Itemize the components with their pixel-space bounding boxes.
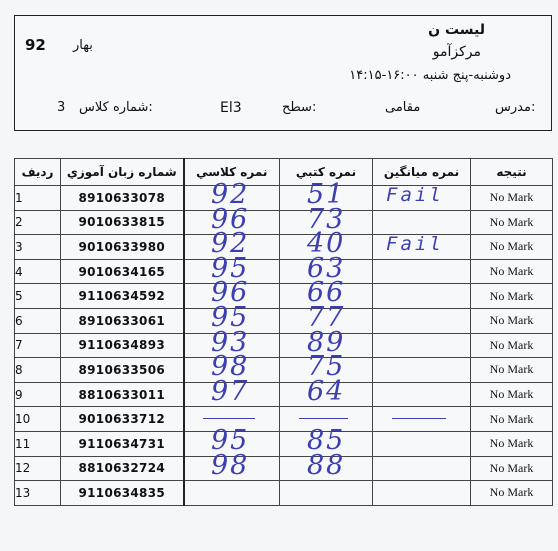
row-number-cell: 6 xyxy=(15,308,61,333)
handwritten-written-grade: 89 xyxy=(307,327,346,358)
result-cell: No Mark xyxy=(471,308,553,333)
written-grade-cell xyxy=(280,481,373,506)
handwritten-written-grade: 63 xyxy=(307,253,346,284)
row-number-cell: 10 xyxy=(15,407,61,432)
student-id-cell: 8910633506 xyxy=(61,358,184,383)
result-cell: No Mark xyxy=(471,407,553,432)
table-row xyxy=(15,210,553,235)
center-label: مرکزآمو xyxy=(432,44,481,60)
average-grade-cell xyxy=(373,382,471,407)
table-row xyxy=(15,235,553,260)
handwritten-class-grade: 95 xyxy=(211,253,250,284)
handwritten-class-grade: 96 xyxy=(211,204,250,235)
table-row xyxy=(15,481,553,506)
result-cell: No Mark xyxy=(471,382,553,407)
student-id-cell: 8910633078 xyxy=(61,186,184,211)
row-number-cell: 2 xyxy=(15,210,61,235)
table-row xyxy=(15,333,553,358)
table-row xyxy=(15,358,553,383)
table-row xyxy=(15,284,553,309)
student-id-cell: 9110634893 xyxy=(61,333,184,358)
student-id-cell: 8810632724 xyxy=(61,456,184,481)
handwritten-class-grade: 98 xyxy=(211,450,250,481)
handwritten-written-grade: 77 xyxy=(307,302,346,333)
handwritten-class-grade: 95 xyxy=(211,302,250,333)
student-id-cell: 9010633815 xyxy=(61,210,184,235)
table-row xyxy=(15,186,553,211)
row-number-cell: 8 xyxy=(15,358,61,383)
level-label: سطح: xyxy=(282,100,317,115)
average-grade-cell xyxy=(373,284,471,309)
teacher-label: مدرس: xyxy=(495,100,536,115)
table-row xyxy=(15,382,553,407)
student-id-cell: 8810633011 xyxy=(61,382,184,407)
result-cell: No Mark xyxy=(471,210,553,235)
average-grade-cell xyxy=(373,358,471,383)
row-number-cell: 12 xyxy=(15,456,61,481)
result-cell: No Mark xyxy=(471,284,553,309)
average-grade-cell xyxy=(373,308,471,333)
student-id-cell: 9010633712 xyxy=(61,407,184,432)
handwritten-written-grade: 40 xyxy=(307,228,346,259)
col-header-row-number: ردیف xyxy=(15,159,61,186)
row-number-cell: 1 xyxy=(15,186,61,211)
average-grade-cell xyxy=(373,456,471,481)
average-grade-cell xyxy=(373,431,471,456)
class-count-label: شماره کلاس: xyxy=(79,100,153,115)
result-cell: No Mark xyxy=(471,235,553,260)
average-grade-cell xyxy=(373,407,471,432)
result-cell: No Mark xyxy=(471,481,553,506)
handwritten-class-grade: 98 xyxy=(211,351,250,382)
col-header-result: نتیجه xyxy=(471,159,553,186)
col-header-student-id: شماره زبان آموزي xyxy=(61,159,184,186)
grades-table xyxy=(14,158,553,506)
level-value: El3 xyxy=(220,100,242,116)
average-grade-cell xyxy=(373,481,471,506)
handwritten-average-grade: Fail xyxy=(386,233,444,255)
average-grade-cell xyxy=(373,259,471,284)
class-grade-cell xyxy=(184,481,280,506)
col-header-written-grade: نمره کتبي xyxy=(280,159,373,186)
table-row xyxy=(15,431,553,456)
list-title: لیست ن xyxy=(428,22,485,38)
handwritten-written-grade: 51 xyxy=(307,179,346,210)
row-number-cell: 9 xyxy=(15,382,61,407)
result-cell: No Mark xyxy=(471,431,553,456)
handwritten-written-grade: 73 xyxy=(307,204,346,235)
handwritten-class-grade: 95 xyxy=(211,425,250,456)
handwritten-written-grade: 64 xyxy=(307,376,346,407)
col-header-average-grade: نمره ميانگين xyxy=(373,159,471,186)
handwritten-class-grade: 97 xyxy=(211,376,250,407)
term-label: بهار xyxy=(73,38,93,53)
handwritten-class-grade: 96 xyxy=(211,277,250,308)
student-id-cell: 9110634592 xyxy=(61,284,184,309)
handwritten-average-grade: Fail xyxy=(386,184,444,206)
row-number-cell: 11 xyxy=(15,431,61,456)
handwritten-written-grade: 85 xyxy=(307,425,346,456)
col-header-class-grade: نمره کلاسي xyxy=(184,159,280,186)
handwritten-written-grade-dash xyxy=(299,418,348,419)
result-cell: No Mark xyxy=(471,259,553,284)
row-number-cell: 3 xyxy=(15,235,61,260)
result-cell: No Mark xyxy=(471,186,553,211)
student-id-cell: 9010634165 xyxy=(61,259,184,284)
result-cell: No Mark xyxy=(471,358,553,383)
class-count-value: 3 xyxy=(57,100,66,115)
row-number-cell: 7 xyxy=(15,333,61,358)
handwritten-class-grade-dash xyxy=(203,418,255,419)
average-grade-cell xyxy=(373,333,471,358)
student-id-cell: 8910633061 xyxy=(61,308,184,333)
table-row xyxy=(15,407,553,432)
student-id-cell: 9110634835 xyxy=(61,481,184,506)
row-number-cell: 13 xyxy=(15,481,61,506)
handwritten-class-grade: 93 xyxy=(211,327,250,358)
table-row xyxy=(15,456,553,481)
row-number-cell: 4 xyxy=(15,259,61,284)
row-number-cell: 5 xyxy=(15,284,61,309)
teacher-value: مقامی xyxy=(385,100,421,115)
handwritten-written-grade: 75 xyxy=(307,351,346,382)
average-grade-cell xyxy=(373,210,471,235)
datetime-label: دوشنبه-پنج شنبه ۱۶:۰۰-۱۴:۱۵ xyxy=(349,68,511,83)
handwritten-average-grade-dash xyxy=(392,418,446,419)
table-row xyxy=(15,308,553,333)
header-box xyxy=(14,15,552,131)
handwritten-class-grade: 92 xyxy=(211,228,250,259)
handwritten-class-grade: 92 xyxy=(211,179,250,210)
handwritten-written-grade: 66 xyxy=(307,277,346,308)
table-header-row xyxy=(15,159,553,186)
result-cell: No Mark xyxy=(471,333,553,358)
table-row xyxy=(15,259,553,284)
student-id-cell: 9110634731 xyxy=(61,431,184,456)
handwritten-written-grade: 88 xyxy=(307,450,346,481)
result-cell: No Mark xyxy=(471,456,553,481)
student-id-cell: 9010633980 xyxy=(61,235,184,260)
code-value: 92 xyxy=(25,36,46,54)
